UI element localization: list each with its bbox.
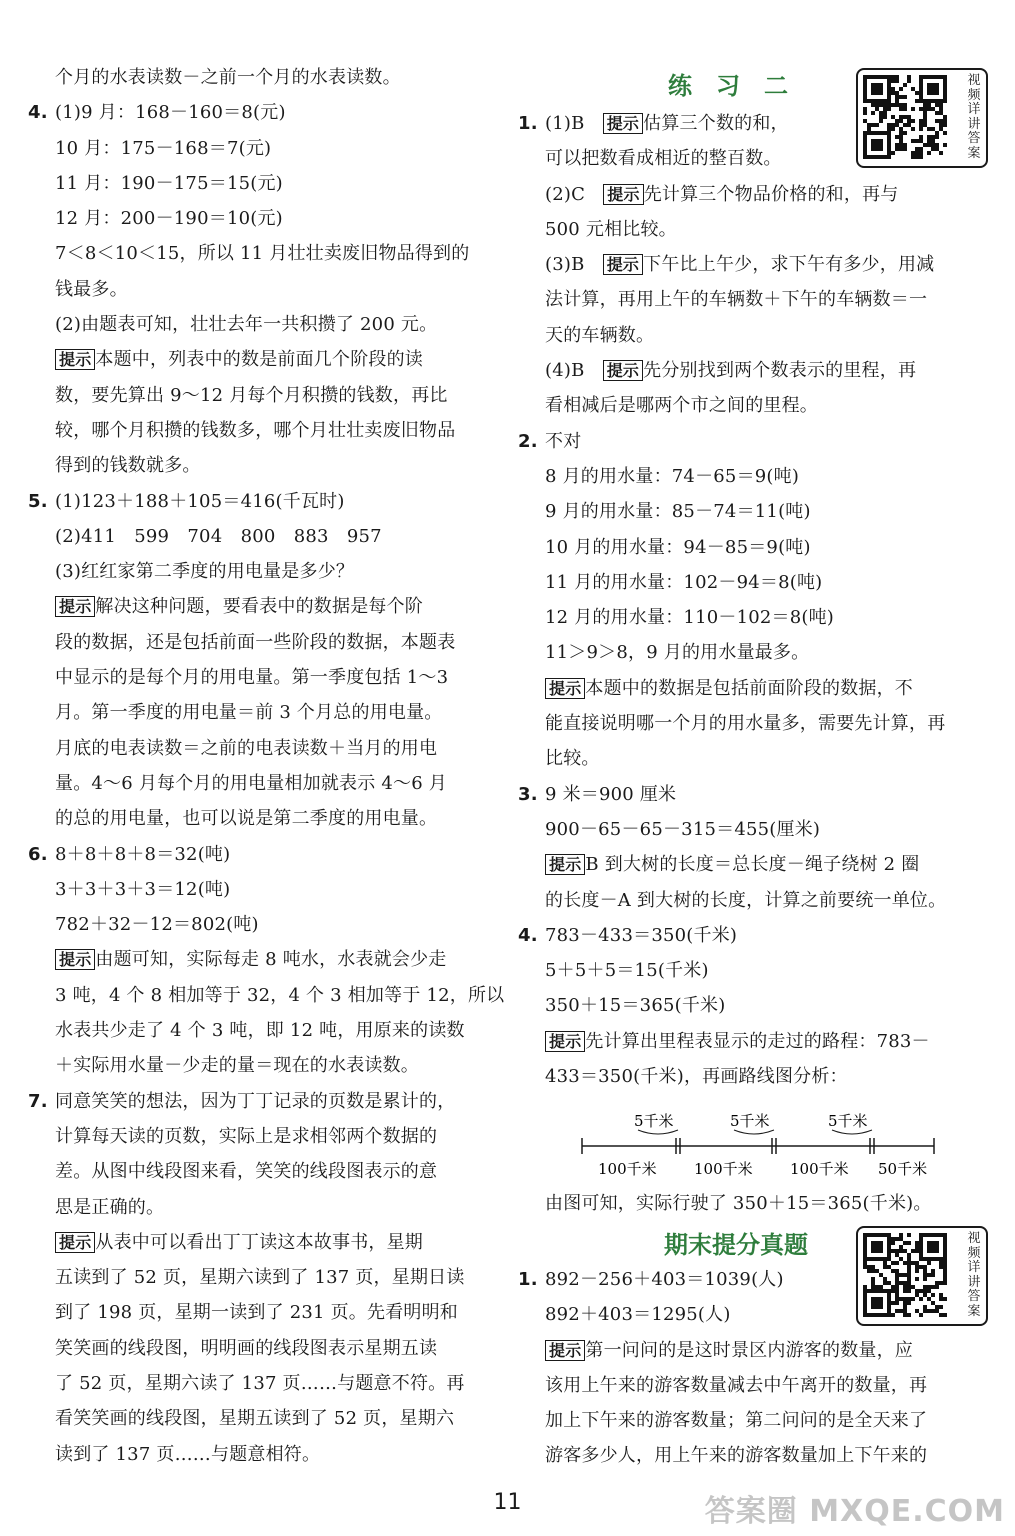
text-line <box>28 1331 498 1366</box>
line-text: 量。4～6 月每个月的用电量相加就表示 4～6 月 <box>55 772 447 794</box>
text-line <box>518 1438 988 1473</box>
text-line <box>28 1013 498 1048</box>
text-line <box>28 978 505 1013</box>
line-text: 本题中的数据是包括前面阶段的数据，不 <box>585 677 914 699</box>
line-text: 9 米＝900 厘米 <box>545 783 677 805</box>
hint-label: 提示 <box>603 113 643 134</box>
text-line <box>518 424 988 459</box>
text-line <box>28 695 498 730</box>
route-bottom-label: 100千米 <box>598 1160 657 1178</box>
text-line <box>518 106 988 141</box>
text-line <box>28 519 498 554</box>
line-text: 12 月的用水量：110－102＝8(吨) <box>545 607 835 629</box>
text-line <box>518 953 988 988</box>
line-text: 11 月：190－175＝15(元) <box>55 172 283 194</box>
line-text: 3＋3＋3＋3＝12(吨) <box>55 878 231 900</box>
text-line <box>28 942 498 977</box>
text-line <box>28 1048 498 1083</box>
line-text: 钱最多。 <box>55 278 128 300</box>
text-line <box>28 554 498 589</box>
line-text: (1)9 月：168－160＝8(元) <box>55 102 286 124</box>
route-brace-1 <box>638 1130 678 1134</box>
text-line <box>28 307 498 342</box>
hint-label: 提示 <box>545 1340 585 1361</box>
text-line <box>518 530 988 565</box>
line-text: 了 52 页，星期六读了 137 页……与题意不符。再 <box>55 1372 465 1394</box>
line-text: 水表共少走了 4 个 3 吨，即 12 吨，用原来的读数 <box>55 1020 465 1042</box>
hint-label: 提示 <box>603 360 643 381</box>
text-line <box>518 1262 988 1297</box>
line-text: 12 月：200－190＝10(元) <box>55 208 283 230</box>
text-line <box>28 589 498 624</box>
line-text: 782＋32－12＝802(吨) <box>55 914 259 936</box>
route-conclusion: 由图可知，实际行驶了 350＋15＝365(千米)。 <box>545 1193 932 1214</box>
line-text: 先计算三个物品价格的和，再与 <box>643 183 899 205</box>
line-text: 350＋15＝365(千米) <box>545 995 726 1017</box>
hint-label: 提示 <box>545 854 585 875</box>
text-line <box>28 872 498 907</box>
line-text: 8＋8＋8＋8＝32(吨) <box>55 843 231 865</box>
line-text: 数，要先算出 9～12 月每个月积攒的钱数，再比 <box>55 384 448 406</box>
text-line <box>518 459 988 494</box>
line-text: 可以把数看成相近的整百数。 <box>545 148 782 170</box>
text-line <box>28 448 498 483</box>
text-line <box>518 282 988 317</box>
line-text: 8 月的用水量：74－65＝9(吨) <box>545 465 800 487</box>
text-line <box>28 1154 498 1189</box>
text-line <box>28 907 498 942</box>
text-line <box>28 1295 498 1330</box>
text-line <box>28 1190 498 1225</box>
line-text: 法计算，再用上午的车辆数＋下午的车辆数＝一 <box>545 289 928 311</box>
text-line <box>28 60 498 95</box>
line-text: 本题中，列表中的数是前面几个阶段的读 <box>95 349 424 371</box>
hint-label: 提示 <box>603 184 643 205</box>
text-line <box>28 1401 498 1436</box>
line-text: 由题可知，实际每走 8 吨水，水表就会少走 <box>95 949 447 971</box>
line-text: 11 月的用水量：102－94＝8(吨) <box>545 571 823 593</box>
route-top-label: 5千米 <box>828 1112 868 1130</box>
text-line <box>518 247 988 282</box>
hint-label: 提示 <box>55 949 95 970</box>
text-line <box>28 1225 498 1260</box>
line-text: ＋实际用水量－少走的量＝现在的水表读数。 <box>55 1055 419 1077</box>
text-line <box>28 1119 498 1154</box>
line-text: 天的车辆数。 <box>545 324 655 346</box>
hint-label: 提示 <box>545 1031 585 1052</box>
hint-label: 提示 <box>55 349 95 370</box>
text-line <box>518 600 988 635</box>
line-text: 较，哪个月积攒的钱数多，哪个月壮壮卖废旧物品 <box>55 419 456 441</box>
text-line <box>518 1403 988 1438</box>
line-text: 思是正确的。 <box>55 1196 165 1218</box>
line-text: 段的数据，还是包括前面一些阶段的数据，本题表 <box>55 631 456 653</box>
section-title-final-exam: 期末提分真题 <box>664 1231 808 1259</box>
route-bottom-label: 50千米 <box>878 1160 928 1178</box>
line-text: 中显示的是每个月的用电量。第一季度包括 1～3 <box>55 667 449 689</box>
qr-caption: 视频详讲答案 <box>967 73 981 161</box>
answer-choice: (1)B <box>545 113 603 134</box>
line-text: 月底的电表读数＝之前的电表读数＋当月的用电 <box>55 737 438 759</box>
line-text: 能直接说明哪一个月的用水量多，需要先计算，再 <box>545 713 946 735</box>
text-line <box>28 95 498 130</box>
line-text: 10 月：175－168＝7(元) <box>55 137 272 159</box>
line-text: 解决这种问题，要看表中的数据是每个阶 <box>95 596 424 618</box>
line-text: (2)由题表可知，壮壮去年一共积攒了 200 元。 <box>55 314 438 336</box>
text-line <box>28 272 498 307</box>
question-number: 6. <box>28 843 48 865</box>
line-text: 看笑笑画的线段图，星期五读到了 52 页，星期六 <box>55 1408 455 1430</box>
text-line <box>518 212 988 247</box>
line-text: 看相减后是哪两个市之间的里程。 <box>545 395 818 417</box>
text-line <box>518 777 988 812</box>
route-bottom-label: 100千米 <box>694 1160 753 1178</box>
line-text: 比较。 <box>545 748 600 770</box>
left-column <box>28 60 505 1472</box>
text-line <box>518 1333 988 1368</box>
line-text: 892－256＋403＝1039(人) <box>545 1269 784 1290</box>
route-top-label: 5千米 <box>634 1112 674 1130</box>
route-top-label: 5千米 <box>730 1112 770 1130</box>
page-number: 11 <box>493 1490 522 1515</box>
line-text: 下午比上午少，求下午有多少，用减 <box>643 254 935 276</box>
route-brace-3 <box>832 1130 872 1134</box>
qr-caption: 视频详讲答案 <box>967 1231 981 1319</box>
question-number: 4. <box>28 102 48 124</box>
text-line <box>518 1297 988 1332</box>
line-text: (1)123＋188＋105＝416(千瓦时) <box>55 490 345 512</box>
line-text: 得到的钱数就多。 <box>55 455 201 477</box>
line-text: 9 月的用水量：85－74＝11(吨) <box>545 501 811 523</box>
text-line <box>518 847 988 882</box>
text-line <box>518 988 988 1023</box>
line-text: 个月的水表读数－之前一个月的水表读数。 <box>55 67 401 88</box>
hint-label: 提示 <box>603 254 643 275</box>
text-line <box>28 1084 498 1119</box>
text-line <box>28 131 498 166</box>
line-text: 3 吨，4 个 8 相加等于 32，4 个 3 相加等于 12，所以 <box>55 984 505 1006</box>
line-text: 游客多少人，用上午来的游客数量加上下午来的 <box>545 1445 928 1467</box>
right-column-final <box>518 1262 988 1474</box>
right-column-exercise <box>518 106 988 1094</box>
line-text: 同意笑笑的想法，因为丁丁记录的页数是累计的， <box>55 1090 456 1112</box>
answer-choice: (3)B <box>545 254 603 276</box>
hint-label: 提示 <box>55 596 95 617</box>
text-line <box>518 635 988 670</box>
line-text: 该用上午来的游客数量减去中午离开的数量，再 <box>545 1374 928 1396</box>
line-text: (3)红红家第二季度的用电量是多少？ <box>55 561 355 583</box>
route-diagram <box>578 1108 958 1185</box>
line-text: 加上下午来的游客数量；第二问问的是全天来了 <box>545 1410 928 1432</box>
text-line <box>28 484 498 519</box>
text-line <box>28 766 498 801</box>
text-line <box>518 812 988 847</box>
question-number: 3. <box>518 783 538 805</box>
text-line <box>518 177 988 212</box>
text-line <box>28 236 498 271</box>
text-line <box>518 1059 988 1094</box>
route-brace-2 <box>734 1130 774 1134</box>
line-text: B 到大树的长度＝总长度－绳子绕树 2 圈 <box>585 854 920 876</box>
line-text: 11＞9＞8，9 月的用水量最多。 <box>545 642 810 664</box>
question-number: 4. <box>518 924 538 946</box>
text-line <box>518 883 988 918</box>
section-title-exercise-two: 练 习 二 <box>668 72 788 100</box>
line-text: 计算每天读的页数，实际上是求相邻两个数据的 <box>55 1125 438 1147</box>
text-line <box>518 918 988 953</box>
line-text: (2)411 599 704 800 883 957 <box>55 525 382 547</box>
route-bottom-label: 100千米 <box>790 1160 849 1178</box>
line-text: 差。从图中线段图来看，笑笑的线段图表示的意 <box>55 1161 438 1183</box>
question-number: 7. <box>28 1090 48 1112</box>
text-line <box>28 1260 498 1295</box>
line-text: 500 元相比较。 <box>545 218 677 240</box>
text-line <box>28 801 498 836</box>
question-number: 5. <box>28 490 48 512</box>
line-text: 433＝350(千米)，再画路线图分析： <box>545 1066 848 1088</box>
text-line <box>518 353 988 388</box>
line-text: 的总的用电量，也可以说是第二季度的用电量。 <box>55 808 438 830</box>
question-number: 1. <box>518 113 538 134</box>
text-line <box>28 731 498 766</box>
text-line <box>28 625 498 660</box>
answer-choice: (4)B <box>545 360 603 382</box>
line-text: 7＜8＜10＜15，所以 11 月壮壮卖废旧物品得到的 <box>55 243 470 265</box>
line-text: 不对 <box>545 430 582 452</box>
line-text: 五读到了 52 页，星期六读到了 137 页，星期日读 <box>55 1267 465 1289</box>
question-number: 2. <box>518 430 538 452</box>
line-text: 第一问问的是这时景区内游客的数量，应 <box>585 1339 914 1361</box>
text-line <box>28 837 498 872</box>
text-line <box>28 1366 498 1401</box>
text-line <box>518 565 988 600</box>
text-line <box>518 671 988 706</box>
text-line <box>518 741 988 776</box>
line-text: 月。第一季度的用电量＝前 3 个月总的用电量。 <box>55 702 443 724</box>
line-text: 从表中可以看出丁丁读这本故事书，星期 <box>95 1231 424 1253</box>
text-line <box>28 342 498 377</box>
text-line <box>28 1437 498 1472</box>
route-diagram-svg <box>578 1108 958 1180</box>
line-text: 的长度－A 到大树的长度，计算之前要统一单位。 <box>545 889 947 911</box>
line-text: 783－433＝350(千米) <box>545 924 738 946</box>
line-text: 读到了 137 页……与题意相符。 <box>55 1443 321 1465</box>
text-line <box>518 494 988 529</box>
line-text: 先分别找到两个数表示的里程，再 <box>643 360 917 382</box>
line-text: 笑笑画的线段图，明明画的线段图表示星期五读 <box>55 1337 438 1359</box>
line-text: 估算三个数的和， <box>643 113 789 134</box>
text-line <box>28 660 498 695</box>
text-line <box>518 1368 988 1403</box>
hint-label: 提示 <box>545 678 585 699</box>
watermark: 答案圈 MXQE.COM <box>704 1494 1005 1529</box>
text-line <box>28 378 498 413</box>
text-line <box>518 1024 988 1059</box>
line-text: 5＋5＋5＝15(千米) <box>545 960 709 982</box>
line-text: 到了 198 页，星期一读到了 231 页。先看明明和 <box>55 1302 458 1324</box>
line-text: 900－65－65－315＝455(厘米) <box>545 818 821 840</box>
line-text: 先计算出里程表显示的走过的路程：783－ <box>585 1030 930 1052</box>
text-line <box>28 166 498 201</box>
text-line <box>28 201 498 236</box>
line-text: 892＋403＝1295(人) <box>545 1304 731 1326</box>
text-line <box>28 413 498 448</box>
line-text: 10 月的用水量：94－85＝9(吨) <box>545 536 811 558</box>
hint-label: 提示 <box>55 1232 95 1253</box>
question-number: 1. <box>518 1269 538 1290</box>
text-line <box>518 706 988 741</box>
answer-choice: (2)C <box>545 183 604 205</box>
text-line <box>518 388 988 423</box>
text-line <box>518 318 988 353</box>
text-line <box>518 141 988 176</box>
